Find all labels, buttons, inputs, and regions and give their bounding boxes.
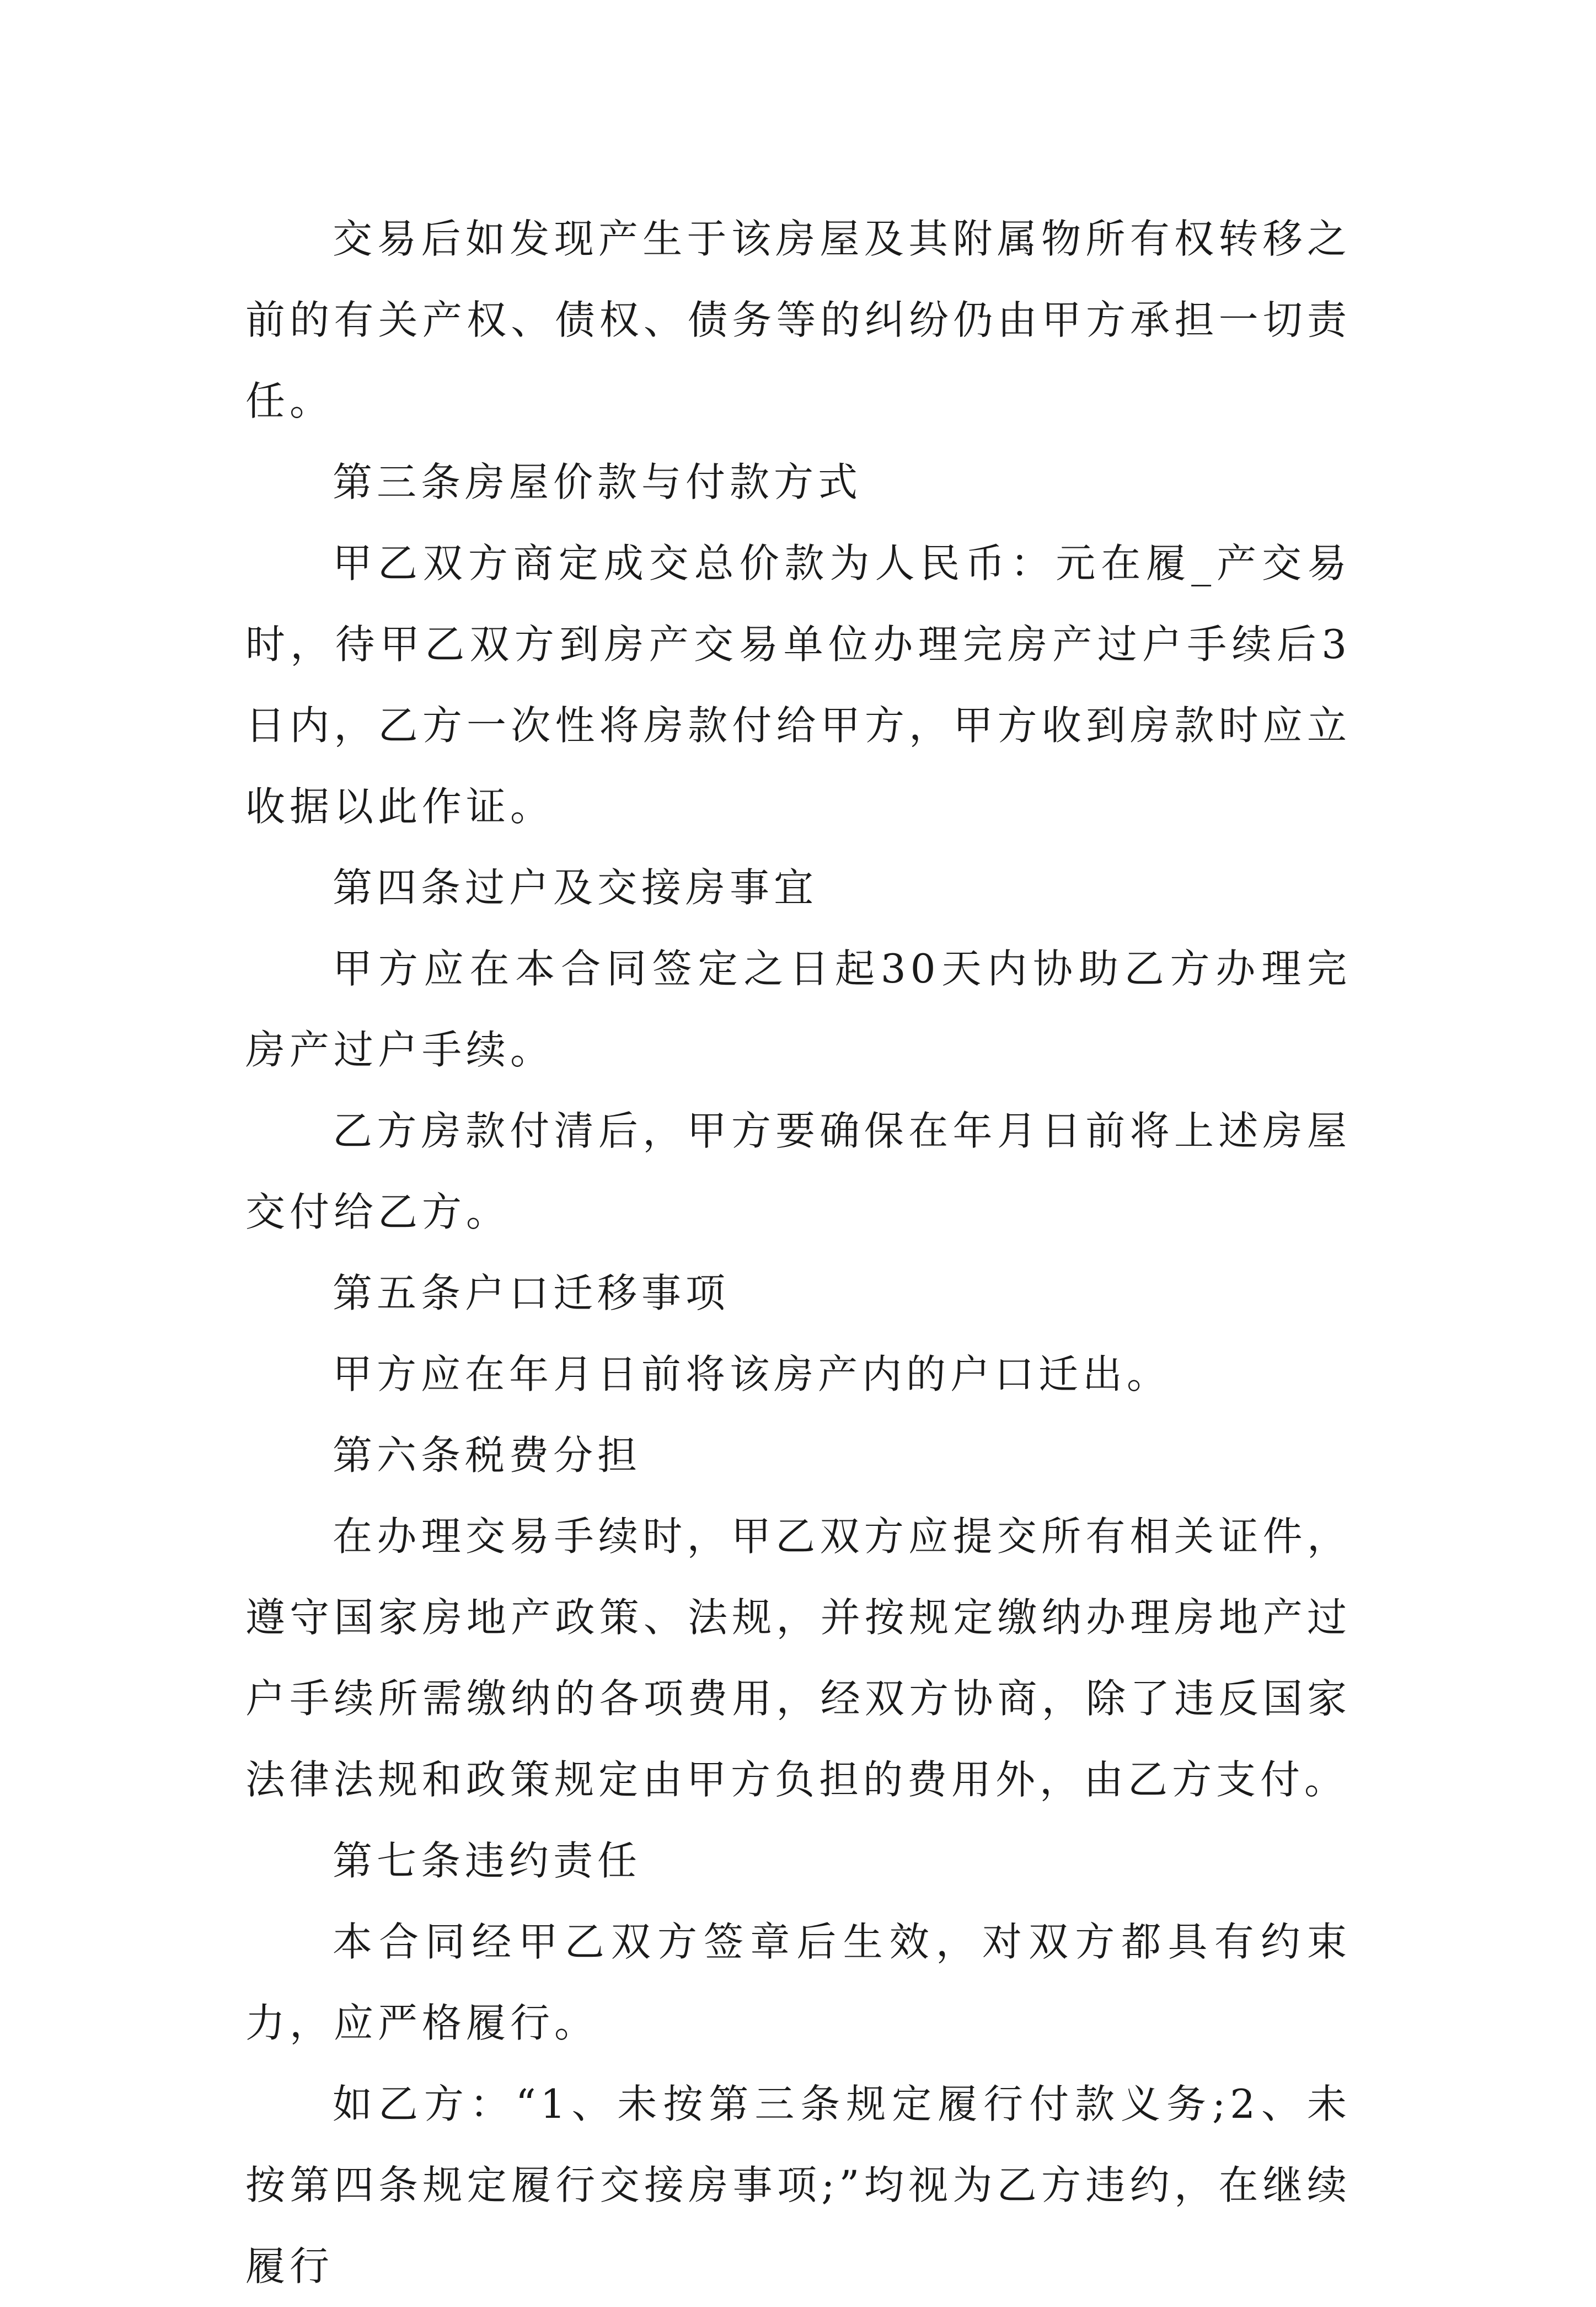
paragraph-household-move: 甲方应在年月日前将该房产内的户口迁出。: [333, 1351, 1171, 1397]
heading-article-5: 第五条户口迁移事项: [333, 1270, 730, 1316]
document-body: [245, 199, 1351, 2307]
paragraph-transfer-assist: 甲方应在本合同签定之日起30天内协助乙方办理完房产过户手续。: [245, 946, 1351, 1073]
paragraph-handover: 乙方房款付清后，甲方要确保在年月日前将上述房屋交付给乙方。: [245, 1108, 1351, 1235]
heading-article-6: 第六条税费分担: [333, 1432, 642, 1478]
heading-article-3: 第三条房屋价款与付款方式: [333, 459, 863, 505]
paragraph-price-payment: 甲乙双方商定成交总价款为人民币：元在履_产交易时，待甲乙双方到房产交易单位办理完房产过户手续后3日内，乙方一次性将房款付给甲方，甲方收到房款时应立收据以此作证。: [245, 540, 1351, 830]
paragraph-liability-clause: 交易后如发现产生于该房屋及其附属物所有权转移之前的有关产权、债权、债务等的纠纷仍由甲方承担一切责任。: [245, 216, 1351, 424]
paragraph-breach-cases: 如乙方：“1、未按第三条规定履行付款义务;2、未按第四条规定履行交接房事项;”均视为乙方违约，在继续履行: [245, 2081, 1351, 2289]
heading-article-4: 第四条过户及交接房事宜: [333, 864, 818, 911]
paragraph-tax-fees: 在办理交易手续时，甲乙双方应提交所有相关证件，遵守国家房地产政策、法规，并按规定缴纳办理房地产过户手续所需缴纳的各项费用，经双方协商，除了违反国家法律法规和政策规定由甲方负担的费用外，由乙方支付。: [245, 1513, 1351, 1803]
paragraph-effectiveness: 本合同经甲乙双方签章后生效，对双方都具有约束力，应严格履行。: [245, 1919, 1351, 2046]
heading-article-7: 第七条违约责任: [333, 1838, 642, 1884]
